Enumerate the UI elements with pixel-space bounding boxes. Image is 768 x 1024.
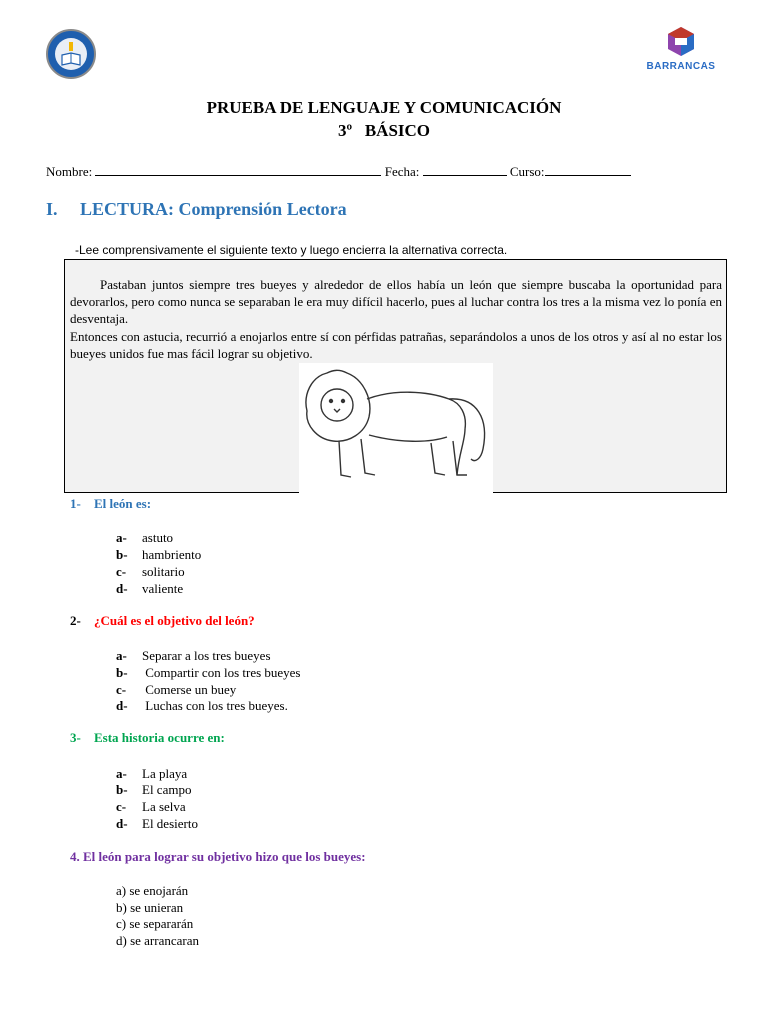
school-logo	[46, 29, 96, 79]
section-title: LECTURA: Comprensión Lectora	[80, 199, 347, 219]
reading-box	[64, 259, 727, 493]
question-2-option-c[interactable]: c- Comerse un buey	[116, 682, 237, 697]
course-label: Curso:	[509, 164, 545, 179]
story-paragraph-2: Entonces con astucia, recurrió a enojarlos entre sí con pérfidas patrañas, separándolos a unos de los otros y así al no estar los bueyes unidos fue mas fácil lograr su objetivo.	[70, 329, 722, 361]
question-3-number: 3-	[70, 730, 81, 745]
story-paragraph-1: Pastaban juntos siempre tres bueyes y alrededor de ellos había un león que siempre buscaba la oportunidad para devorarlos, pero como nunca se separaban le era muy difícil hacerlo, pues al luchar contra los tres a la misma vez lo ponía en desventaja.	[70, 277, 722, 326]
date-field[interactable]	[423, 163, 507, 176]
name-label: Nombre:	[46, 164, 93, 179]
date-label: Fecha:	[384, 164, 420, 179]
section-number: I.	[46, 199, 58, 219]
name-field[interactable]	[95, 163, 381, 176]
question-4-option-c[interactable]: c) se separarán	[116, 916, 194, 931]
question-4-option-d[interactable]: d) se arrancaran	[116, 933, 199, 948]
question-3-option-d[interactable]: d- El desierto	[116, 816, 198, 831]
book-candle-icon	[60, 41, 82, 67]
question-3-option-a[interactable]: a- La playa	[116, 766, 188, 781]
question-3-text: Esta historia ocurre en:	[94, 730, 225, 745]
question-1-option-b[interactable]: b- hambriento	[116, 547, 202, 562]
question-3-option-c[interactable]: c- La selva	[116, 799, 186, 814]
question-1-option-a[interactable]: a- astuto	[116, 530, 174, 545]
question-1-text: El león es:	[94, 496, 152, 511]
question-1-option-c[interactable]: c- solitario	[116, 564, 185, 579]
instruction-text: -Lee comprensivamente el siguiente texto y luego encierra la alternativa correcta.	[75, 243, 508, 257]
barrancas-logo	[646, 25, 716, 75]
question-2-option-a[interactable]: a- Separar a los tres bueyes	[116, 648, 271, 663]
grade-title: 3º BÁSICO	[337, 121, 431, 140]
test-title: PRUEBA DE LENGUAJE Y COMUNICACIÓN	[206, 98, 562, 117]
question-4-number: 4.	[70, 849, 80, 864]
question-2-text: ¿Cuál es el objetivo del león?	[94, 613, 255, 628]
question-4	[70, 849, 366, 865]
student-info-line	[46, 163, 631, 180]
question-3-option-b[interactable]: b- El campo	[116, 782, 192, 797]
lion-illustration	[299, 363, 493, 494]
question-2	[70, 613, 255, 629]
question-4-option-b[interactable]: b) se unieran	[116, 900, 184, 915]
question-2-option-d[interactable]: d- Luchas con los tres bueyes.	[116, 698, 288, 713]
question-2-number: 2-	[70, 613, 81, 628]
question-4-text: El león para lograr su objetivo hizo que los bueyes:	[83, 849, 366, 864]
section-heading	[46, 199, 347, 220]
course-field[interactable]	[545, 163, 631, 176]
logo-text: BARRANCAS	[646, 61, 716, 72]
question-1	[70, 496, 151, 512]
question-1-option-d[interactable]: d- valiente	[116, 581, 184, 596]
lion-drawing-icon	[299, 363, 493, 494]
question-4-option-a[interactable]: a) se enojarán	[116, 883, 189, 898]
question-2-option-b[interactable]: b- Compartir con los tres bueyes	[116, 665, 301, 680]
hexagon-logo-icon	[646, 25, 716, 63]
question-3	[70, 730, 225, 746]
question-1-number: 1-	[70, 496, 81, 511]
